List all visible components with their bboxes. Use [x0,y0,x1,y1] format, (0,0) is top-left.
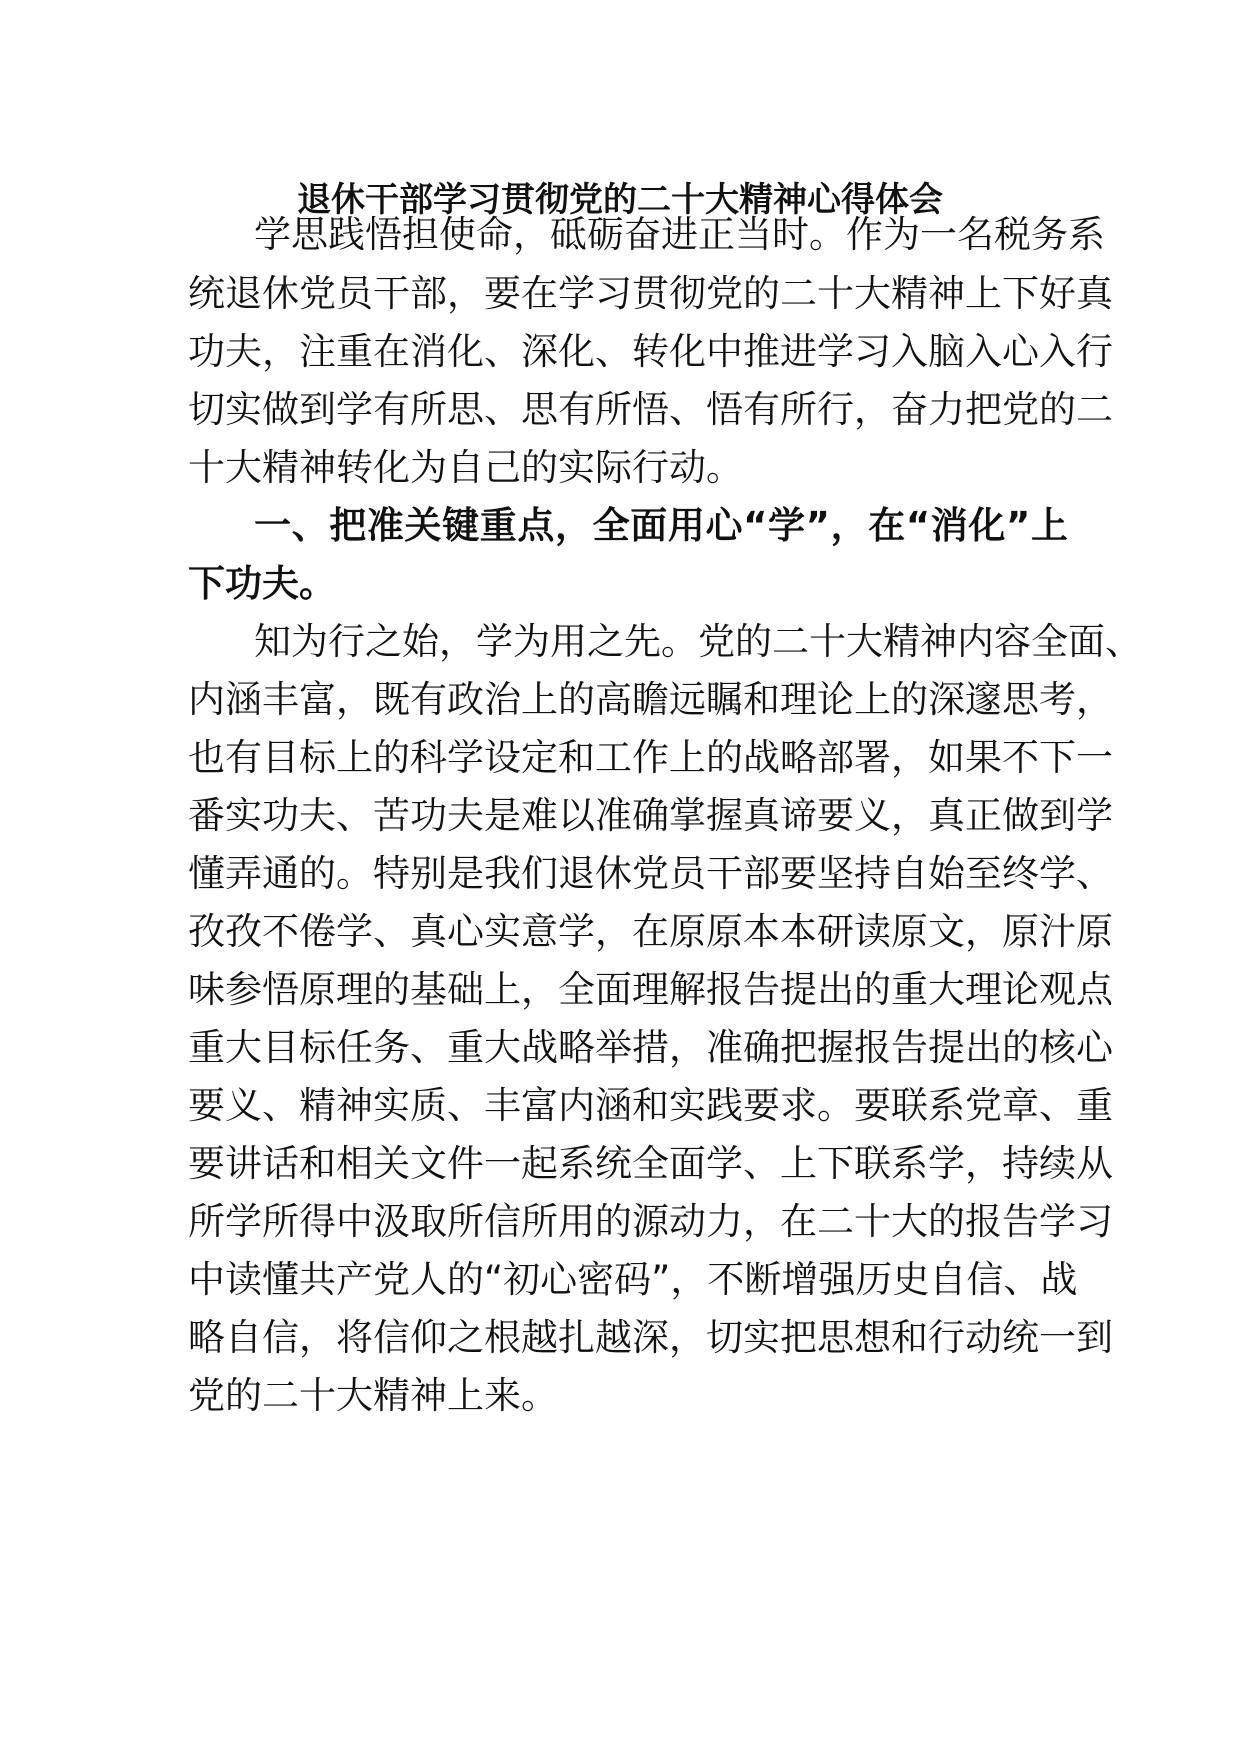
paragraph-line: 要义、精神实质、丰富内涵和实践要求。要联系党章、重 [188,1084,1113,1127]
paragraph-line: 懂弄通的。特别是我们退休党员干部要坚持自始至终学、 [188,852,1113,895]
paragraph-line: 功夫，注重在消化、深化、转化中推进学习入脑入心入行 [188,330,1113,373]
paragraph-line: 番实功夫、苦功夫是难以准确掌握真谛要义，真正做到学 [188,794,1113,837]
paragraph-line: 中读懂共产党人的“初心密码”，不断增强历史自信、战 [188,1258,1078,1301]
paragraph-line: 党的二十大精神上来。 [188,1374,558,1417]
paragraph-line: 味参悟原理的基础上，全面理解报告提出的重大理论观点 [188,968,1113,1011]
paragraph-line: 内涵丰富，既有政治上的高瞻远瞩和理论上的深邃思考， [188,678,1113,721]
paragraph-line: 切实做到学有所思、思有所悟、悟有所行，奋力把党的二 [188,388,1113,431]
paragraph-line: 重大目标任务、重大战略举措，准确把握报告提出的核心 [188,1026,1113,1069]
document-title: 退休干部学习贯彻党的二十大精神心得体会 [297,180,943,220]
paragraph-line: 统退休党员干部，要在学习贯彻党的二十大精神上下好真 [188,272,1113,315]
paragraph-line: 略自信，将信仰之根越扎越深，切实把思想和行动统一到 [188,1316,1113,1359]
paragraph-line: 孜孜不倦学、真心实意学，在原原本本研读原文，原汁原 [188,910,1113,953]
paragraph-line: 知为行之始，学为用之先。党的二十大精神内容全面、 [254,620,1142,663]
paragraph-line: 也有目标上的科学设定和工作上的战略部署，如果不下一 [188,736,1113,779]
paragraph-line: 所学所得中汲取所信所用的源动力，在二十大的报告学习 [188,1200,1113,1243]
paragraph-line: 要讲话和相关文件一起系统全面学、上下联系学，持续从 [188,1142,1113,1185]
section-heading-line: 下功夫。 [188,562,336,605]
paragraph-line: 学思践悟担使命，砥砺奋进正当时。作为一名税务系 [254,213,1105,256]
section-heading-line: 一、把准关键重点，全面用心“学”，在“消化”上 [254,504,1068,547]
paragraph-line: 十大精神转化为自己的实际行动。 [188,446,743,489]
